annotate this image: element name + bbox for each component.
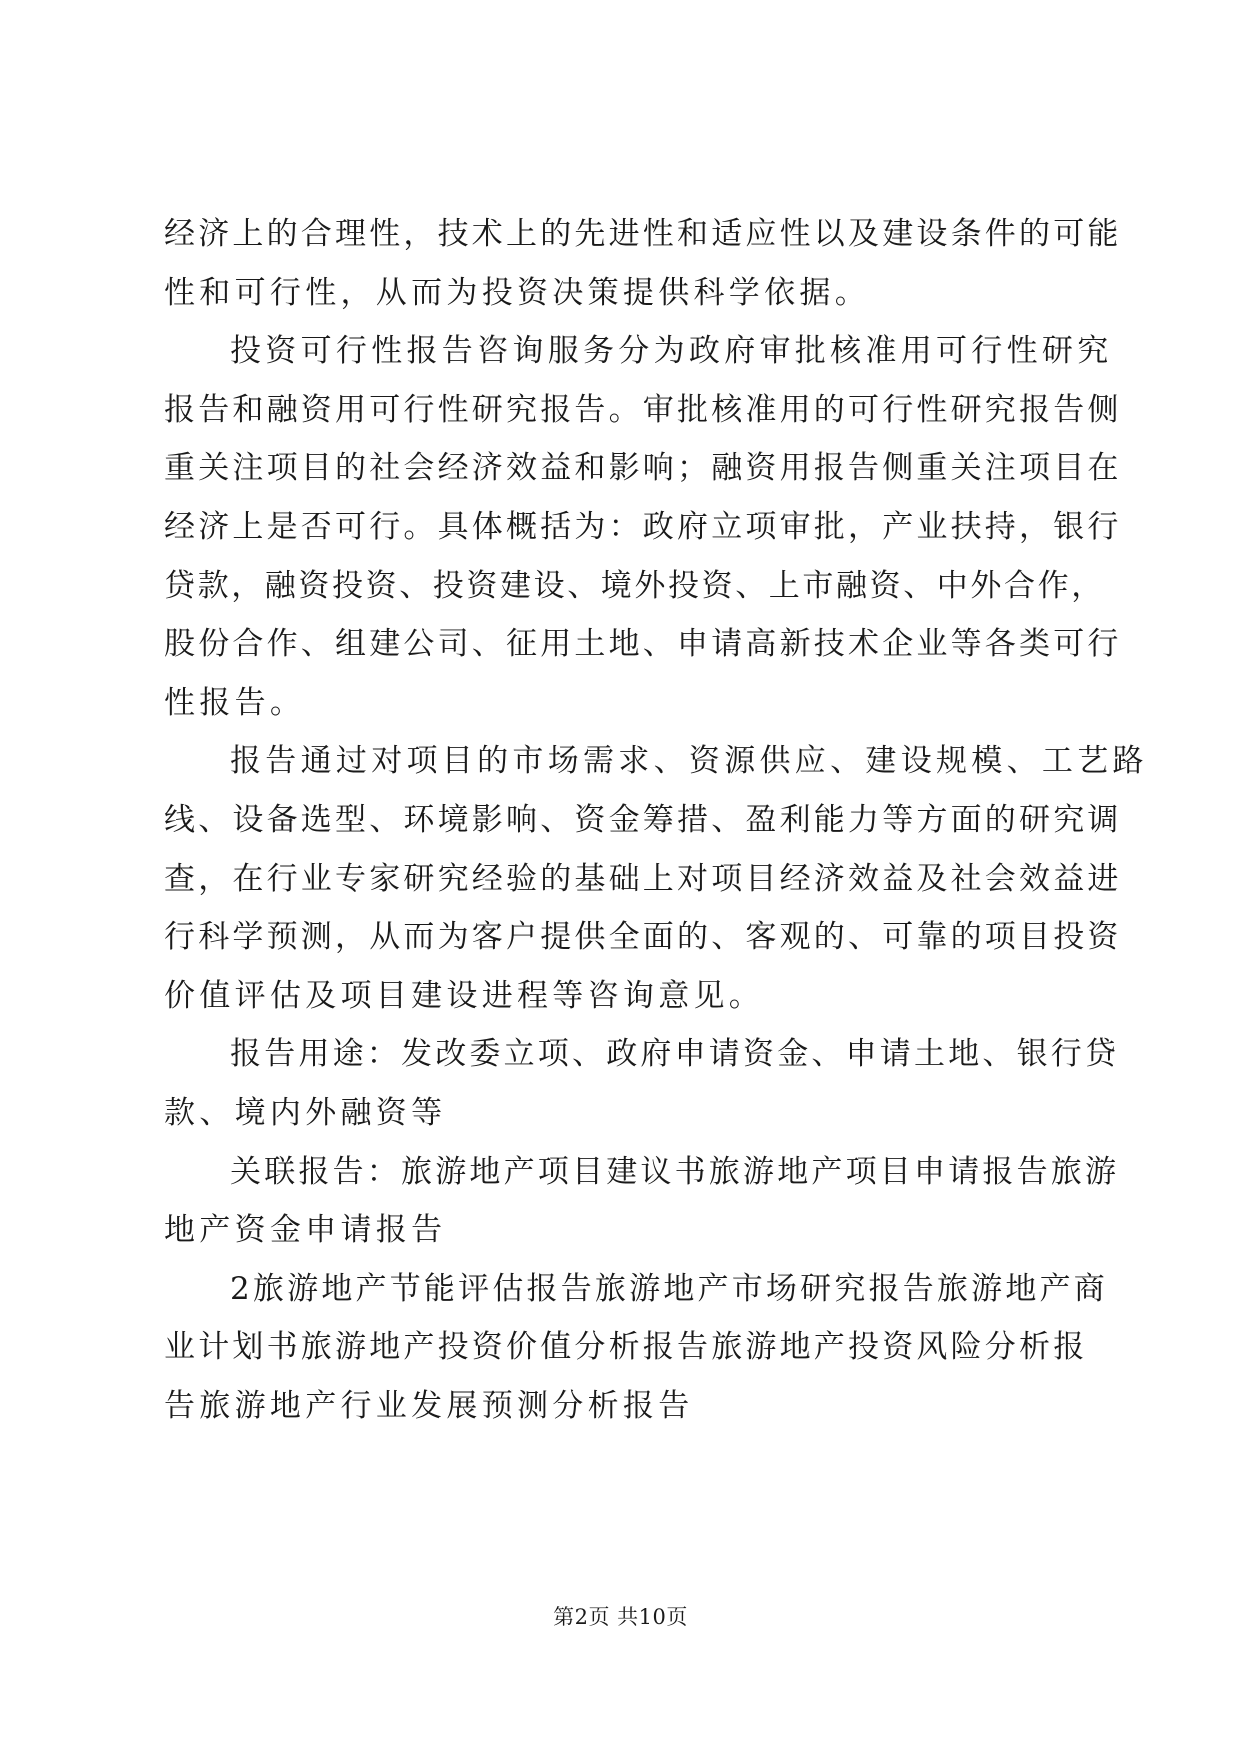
paragraph-start-line: 报告用途：发改委立项、政府申请资金、申请土地、银行贷 xyxy=(230,1036,1120,1073)
text-line: 报告和融资用可行性研究报告。审批核准用的可行性研究报告侧 xyxy=(164,391,1122,428)
text-line: 贷款，融资投资、投资建设、境外投资、上市融资、中外合作， xyxy=(164,567,1105,604)
text-line: 告旅游地产行业发展预测分析报告 xyxy=(164,1387,694,1424)
text-line: 股份合作、组建公司、征用土地、申请高新技术企业等各类可行 xyxy=(164,626,1122,663)
paragraph-start-line: 报告通过对项目的市场需求、资源供应、建设规模、工艺路 xyxy=(230,743,1148,780)
text-line: 地产资金申请报告 xyxy=(164,1212,447,1249)
text-line: 行科学预测，从而为客户提供全面的、客观的、可靠的项目投资 xyxy=(164,919,1122,956)
text-line: 性报告。 xyxy=(164,684,306,721)
paragraph-start-line: 投资可行性报告咨询服务分为政府审批核准用可行性研究 xyxy=(230,333,1113,370)
text-line: 重关注项目的社会经济效益和影响；融资用报告侧重关注项目在 xyxy=(164,450,1122,487)
page-number-footer: 第2页 共10页 xyxy=(553,1605,688,1629)
document-body xyxy=(164,205,1148,1435)
paragraph-start-line: 关联报告：旅游地产项目建议书旅游地产项目申请报告旅游 xyxy=(230,1153,1120,1190)
text-line: 价值评估及项目建设进程等咨询意见。 xyxy=(164,977,765,1014)
text-line: 线、设备选型、环境影响、资金筹措、盈利能力等方面的研究调 xyxy=(164,801,1122,838)
text-line: 经济上的合理性，技术上的先进性和适应性以及建设条件的可能 xyxy=(164,216,1122,252)
text-line: 业计划书旅游地产投资价值分析报告旅游地产投资风险分析报 xyxy=(164,1329,1088,1366)
text-line: 款、境内外融资等 xyxy=(164,1094,447,1131)
text-line: 查，在行业专家研究经验的基础上对项目经济效益及社会效益进 xyxy=(164,860,1122,897)
text-line: 经济上是否可行。具体概括为：政府立项审批，产业扶持，银行 xyxy=(164,508,1122,545)
paragraph-start-line: 2旅游地产节能评估报告旅游地产市场研究报告旅游地产商 xyxy=(230,1270,1108,1307)
text-line: 性和可行性，从而为投资决策提供科学依据。 xyxy=(164,274,870,311)
